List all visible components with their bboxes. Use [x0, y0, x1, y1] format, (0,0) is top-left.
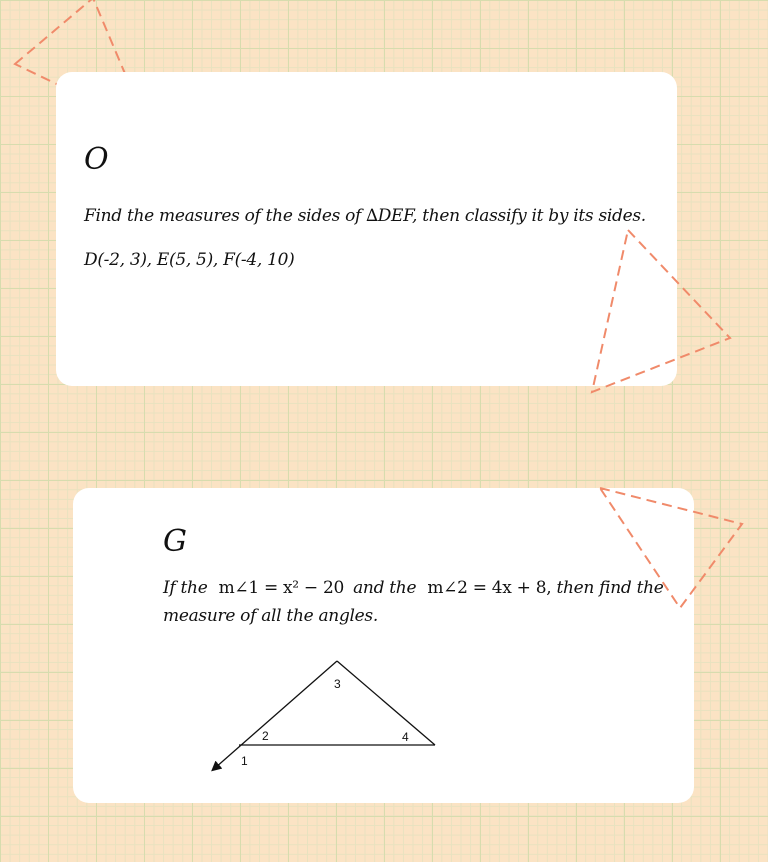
problem-points: D(-2, 3), E(5, 5), F(-4, 10): [84, 250, 295, 270]
problem-letter: O: [84, 142, 109, 177]
equation-angle-1: m∠1 = x² − 20: [218, 578, 344, 598]
problem-question-line-1: [163, 578, 664, 598]
problem-question: Find the measures of the sides of ∆DEF, then classify it by its sides.: [84, 206, 646, 226]
problem-card-2: [73, 488, 694, 803]
question-tail: then find the: [556, 578, 664, 598]
triangle-diagram: [203, 656, 443, 781]
problem-letter: G: [163, 524, 187, 559]
angle-label-3: 3: [334, 677, 341, 691]
angle-label-2: 2: [262, 729, 269, 743]
equation-angle-2: m∠2 = 4x + 8,: [427, 578, 552, 598]
problem-question-line-2: measure of all the angles.: [163, 606, 378, 626]
triangle-right-side: [337, 661, 435, 745]
angle-label-4: 4: [402, 730, 409, 744]
question-and: and the: [353, 578, 417, 598]
triangle-left-side-extended: [215, 661, 337, 768]
question-intro: If the: [163, 578, 208, 598]
problem-card-1: [56, 72, 677, 386]
angle-label-1: 1: [241, 754, 248, 768]
